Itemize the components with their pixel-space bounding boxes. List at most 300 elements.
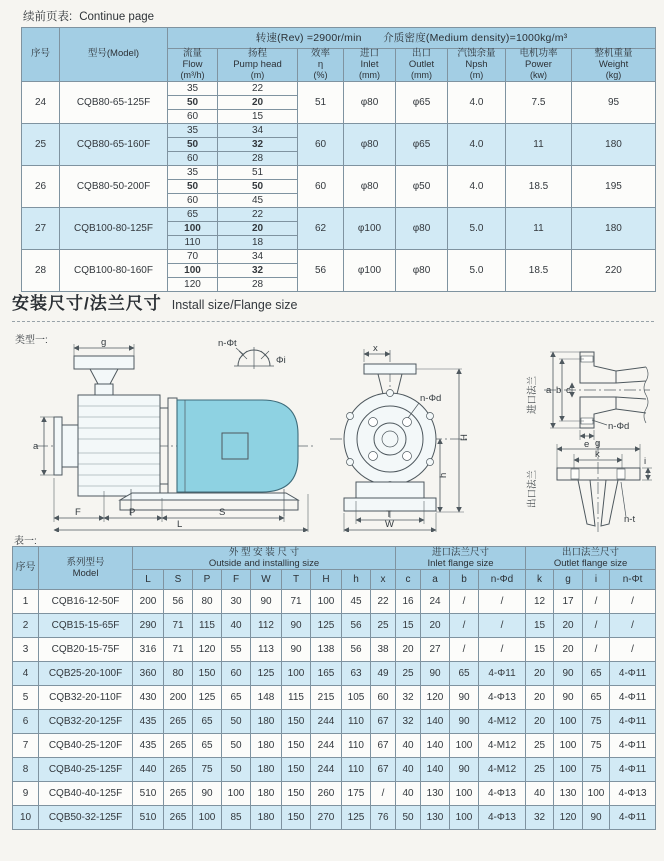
dim-cell: 49 bbox=[371, 662, 396, 686]
outlet-cell: φ80 bbox=[396, 207, 448, 249]
dim-cell: 40 bbox=[526, 782, 554, 806]
row-no: 2 bbox=[13, 614, 39, 638]
model-cell: CQB40-25-125F bbox=[39, 758, 133, 782]
dim-cell: 20 bbox=[421, 614, 450, 638]
dim-cell: 65 bbox=[583, 662, 610, 686]
t2-col-T: T bbox=[282, 570, 311, 590]
row-no: 7 bbox=[13, 734, 39, 758]
dim-cell: 40 bbox=[222, 614, 251, 638]
flow-cell: 60 bbox=[168, 151, 218, 165]
dim-fn-t-label: n-t bbox=[624, 514, 636, 525]
dim-cell: 150 bbox=[193, 662, 222, 686]
t1-col-zh: 效率 bbox=[310, 48, 330, 59]
dim-f-label: F bbox=[75, 507, 81, 518]
dim-cell: / bbox=[371, 782, 396, 806]
dim-cell: 65 bbox=[193, 710, 222, 734]
npsh-cell: 5.0 bbox=[448, 207, 506, 249]
flow-cell: 65 bbox=[168, 207, 218, 221]
dim-cell: 270 bbox=[311, 806, 342, 830]
inlet-cell: φ100 bbox=[344, 207, 396, 249]
dim-cell: 30 bbox=[222, 590, 251, 614]
row-no: 1 bbox=[13, 590, 39, 614]
dim-cell: 90 bbox=[450, 686, 479, 710]
dim-cell: 75 bbox=[193, 758, 222, 782]
head-cell: 22 bbox=[218, 207, 298, 221]
t2-col-a: a bbox=[421, 570, 450, 590]
dim-cell: 125 bbox=[251, 662, 282, 686]
dim-cell: 100 bbox=[554, 758, 583, 782]
dim-cell: 25 bbox=[371, 614, 396, 638]
dim-cell: 56 bbox=[342, 614, 371, 638]
t1-col-header bbox=[572, 49, 656, 82]
dim-cell: 25 bbox=[526, 758, 554, 782]
dim-cell: 60 bbox=[371, 686, 396, 710]
row-no: 24 bbox=[22, 81, 60, 123]
t1-col-unit: (m) bbox=[469, 70, 484, 80]
t1-col-zh: 进口 bbox=[359, 48, 379, 59]
t1-col-header bbox=[168, 49, 218, 82]
t1-col-zh: 汽蚀余量 bbox=[457, 48, 496, 59]
dim-cell: 175 bbox=[342, 782, 371, 806]
head-cell: 15 bbox=[218, 109, 298, 123]
dim-cell: 67 bbox=[371, 734, 396, 758]
dim-cell: 125 bbox=[342, 806, 371, 830]
t1-col-en: Npsh bbox=[465, 58, 488, 70]
table-row bbox=[13, 590, 656, 614]
inlet-cell: φ100 bbox=[344, 249, 396, 291]
dim-cell: 290 bbox=[133, 614, 164, 638]
weight-cell: 220 bbox=[572, 249, 656, 291]
flow-cell: 100 bbox=[168, 221, 218, 235]
model-cell: CQB50-32-125F bbox=[39, 806, 133, 830]
t2-col-W: W bbox=[251, 570, 282, 590]
dim-n-phi-t-label: n-Φt bbox=[218, 338, 237, 349]
inlet-cell: φ80 bbox=[344, 81, 396, 123]
dim-cell: 50 bbox=[222, 734, 251, 758]
dim-fn-phi-d-label: n-Φd bbox=[608, 421, 630, 432]
npsh-cell: 4.0 bbox=[448, 165, 506, 207]
install-dimension-drawing bbox=[12, 336, 652, 532]
t1-col-en: Inlet bbox=[360, 58, 379, 70]
dim-cell: 25 bbox=[526, 734, 554, 758]
dim-H-label: H bbox=[459, 434, 470, 441]
t2-col-b: b bbox=[450, 570, 479, 590]
table-row bbox=[22, 207, 656, 221]
t2-col-g: g bbox=[554, 570, 583, 590]
flow-cell: 70 bbox=[168, 249, 218, 263]
dim-cell: 40 bbox=[396, 782, 421, 806]
bolt-circle-symbol bbox=[218, 338, 286, 369]
dim-cell: 50 bbox=[222, 710, 251, 734]
dim-cell: 60 bbox=[222, 662, 251, 686]
t1-col-model: 型号(Model) bbox=[60, 28, 168, 82]
model-cell: CQB32-20-110F bbox=[39, 686, 133, 710]
dim-cell: 140 bbox=[421, 710, 450, 734]
t2-col-n-phi-t: n-Φt bbox=[610, 570, 656, 590]
dim-cell: / bbox=[479, 638, 526, 662]
continue-page-en: Continue page bbox=[79, 11, 155, 23]
dim-cell: 4-Φ13 bbox=[610, 782, 656, 806]
dim-a-label: a bbox=[33, 441, 39, 452]
t1-col-en: Weight bbox=[598, 58, 629, 70]
dim-cell: 75 bbox=[583, 758, 610, 782]
dim-cell: 20 bbox=[554, 638, 583, 662]
flow-cell: 110 bbox=[168, 235, 218, 249]
table-row bbox=[13, 614, 656, 638]
dim-cell: 71 bbox=[164, 614, 193, 638]
dim-cell: 244 bbox=[311, 710, 342, 734]
dim-cell: 120 bbox=[554, 806, 583, 830]
dim-cell: 20 bbox=[526, 662, 554, 686]
dim-cell: 90 bbox=[193, 782, 222, 806]
dim-cell: 15 bbox=[526, 614, 554, 638]
row-no: 4 bbox=[13, 662, 39, 686]
dim-cell: 100 bbox=[554, 734, 583, 758]
t1-col-en: Power bbox=[525, 58, 552, 70]
t1-col-zh: 扬程 bbox=[247, 48, 267, 59]
outlet-cell: φ65 bbox=[396, 81, 448, 123]
dim-cell: 105 bbox=[342, 686, 371, 710]
flow-cell: 50 bbox=[168, 137, 218, 151]
power-cell: 11 bbox=[506, 207, 572, 249]
inlet-cell: φ80 bbox=[344, 123, 396, 165]
t1-col-header bbox=[344, 49, 396, 82]
row-no: 6 bbox=[13, 710, 39, 734]
dim-cell: 4-Φ11 bbox=[610, 758, 656, 782]
model-cell: CQB80-65-125F bbox=[60, 81, 168, 123]
dim-phi-i-label: Φi bbox=[276, 355, 286, 366]
dim-cell: 265 bbox=[164, 782, 193, 806]
row-no: 26 bbox=[22, 165, 60, 207]
table-row bbox=[13, 662, 656, 686]
t1-col-unit: (kw) bbox=[530, 70, 547, 80]
table-row bbox=[22, 165, 656, 179]
weight-cell: 95 bbox=[572, 81, 656, 123]
power-cell: 18.5 bbox=[506, 249, 572, 291]
t2-group-inlet bbox=[396, 547, 526, 570]
dim-cell: 4-M12 bbox=[479, 710, 526, 734]
dim-fb-label: b bbox=[556, 385, 562, 396]
dim-cell: 200 bbox=[133, 590, 164, 614]
dim-cell: 140 bbox=[421, 734, 450, 758]
dim-cell: 130 bbox=[421, 806, 450, 830]
eff-cell: 62 bbox=[298, 207, 344, 249]
dim-cell: 265 bbox=[164, 806, 193, 830]
t2-col-n-phi-d: n-Φd bbox=[479, 570, 526, 590]
dim-cell: 138 bbox=[311, 638, 342, 662]
t1-col-header bbox=[298, 49, 344, 82]
continue-page-label bbox=[23, 8, 154, 24]
dim-cell: 4-M12 bbox=[479, 758, 526, 782]
dim-cell: 75 bbox=[583, 710, 610, 734]
dim-cell: 15 bbox=[526, 638, 554, 662]
dim-cell: 125 bbox=[193, 686, 222, 710]
dim-cell: 90 bbox=[421, 662, 450, 686]
dim-cell: 180 bbox=[251, 806, 282, 830]
dim-cell: 260 bbox=[311, 782, 342, 806]
table-row bbox=[13, 782, 656, 806]
dim-cell: 113 bbox=[251, 638, 282, 662]
dim-cell: 56 bbox=[342, 638, 371, 662]
dim-cell: 32 bbox=[526, 806, 554, 830]
head-cell: 18 bbox=[218, 235, 298, 249]
table-row bbox=[22, 81, 656, 95]
t1-col-zh: 电机功率 bbox=[519, 48, 558, 59]
dim-cell: 120 bbox=[193, 638, 222, 662]
row-no: 27 bbox=[22, 207, 60, 249]
model-cell: CQB100-80-125F bbox=[60, 207, 168, 249]
dim-cell: 100 bbox=[282, 662, 311, 686]
power-cell: 7.5 bbox=[506, 81, 572, 123]
dim-cell: 100 bbox=[583, 782, 610, 806]
t1-col-zh: 出口 bbox=[411, 48, 431, 59]
dim-cell: 90 bbox=[251, 590, 282, 614]
dim-cell: 90 bbox=[583, 806, 610, 830]
dim-cell: 90 bbox=[450, 710, 479, 734]
head-cell: 22 bbox=[218, 81, 298, 95]
dim-cell: 265 bbox=[164, 758, 193, 782]
dim-cell: 4-Φ11 bbox=[610, 806, 656, 830]
t2-col-k: k bbox=[526, 570, 554, 590]
table-row bbox=[13, 686, 656, 710]
dim-cell: 100 bbox=[554, 710, 583, 734]
pump-side-view bbox=[33, 337, 314, 532]
dim-cell: 32 bbox=[396, 686, 421, 710]
dim-cell: 90 bbox=[282, 614, 311, 638]
eff-cell: 51 bbox=[298, 81, 344, 123]
head-cell: 32 bbox=[218, 263, 298, 277]
dim-cell: / bbox=[583, 590, 610, 614]
dim-fk-label: k bbox=[595, 449, 600, 460]
t1-col-zh: 整机重量 bbox=[594, 48, 633, 59]
dim-cell: / bbox=[450, 590, 479, 614]
model-cell: CQB40-40-125F bbox=[39, 782, 133, 806]
outlet-cell: φ80 bbox=[396, 249, 448, 291]
t1-col-header bbox=[506, 49, 572, 82]
head-cell: 20 bbox=[218, 95, 298, 109]
npsh-cell: 4.0 bbox=[448, 123, 506, 165]
t1-col-unit: (m) bbox=[250, 70, 265, 80]
dim-cell: / bbox=[450, 638, 479, 662]
flow-cell: 35 bbox=[168, 165, 218, 179]
outlet-cell: φ50 bbox=[396, 165, 448, 207]
section-heading bbox=[12, 289, 654, 322]
dim-cell: / bbox=[610, 638, 656, 662]
dim-cell: 12 bbox=[526, 590, 554, 614]
dim-cell: / bbox=[583, 614, 610, 638]
dim-cell: 180 bbox=[251, 782, 282, 806]
dim-cell: 265 bbox=[164, 734, 193, 758]
dim-cell: 65 bbox=[222, 686, 251, 710]
table-row bbox=[13, 638, 656, 662]
dim-cell: 65 bbox=[193, 734, 222, 758]
flow-cell: 60 bbox=[168, 193, 218, 207]
t2-col-no: 序号 bbox=[13, 547, 39, 590]
model-cell: CQB80-65-160F bbox=[60, 123, 168, 165]
dim-cell: 244 bbox=[311, 758, 342, 782]
dim-cell: 67 bbox=[371, 710, 396, 734]
dim-cell: 115 bbox=[282, 686, 311, 710]
flow-cell: 60 bbox=[168, 109, 218, 123]
dim-cell: 100 bbox=[193, 806, 222, 830]
t2-model-en: Model bbox=[72, 568, 99, 579]
dim-cell: 16 bbox=[396, 590, 421, 614]
dim-cell: 125 bbox=[311, 614, 342, 638]
dim-cell: 50 bbox=[396, 806, 421, 830]
dim-cell: 4-Φ11 bbox=[610, 662, 656, 686]
t2-col-P: P bbox=[193, 570, 222, 590]
table-row bbox=[13, 806, 656, 830]
dim-fi-label: i bbox=[644, 456, 647, 467]
dim-cell: 90 bbox=[282, 638, 311, 662]
eff-cell: 60 bbox=[298, 123, 344, 165]
dim-cell: 20 bbox=[396, 638, 421, 662]
t2-group-outlet bbox=[526, 547, 656, 570]
head-cell: 28 bbox=[218, 151, 298, 165]
dim-W-label: W bbox=[385, 519, 394, 530]
dim-cell: 180 bbox=[251, 710, 282, 734]
dim-cell: 45 bbox=[342, 590, 371, 614]
dim-cell: / bbox=[450, 614, 479, 638]
dim-cell: 55 bbox=[222, 638, 251, 662]
flow-cell: 35 bbox=[168, 81, 218, 95]
dim-cell: 215 bbox=[311, 686, 342, 710]
dim-cell: 4-Φ13 bbox=[479, 782, 526, 806]
dim-cell: 40 bbox=[396, 758, 421, 782]
dim-cell: 150 bbox=[282, 710, 311, 734]
table-one-label: 表一: bbox=[14, 536, 37, 547]
eff-cell: 60 bbox=[298, 165, 344, 207]
weight-cell: 180 bbox=[572, 207, 656, 249]
dim-cell: / bbox=[583, 638, 610, 662]
head-cell: 45 bbox=[218, 193, 298, 207]
t2-col-model bbox=[39, 547, 133, 590]
dim-cell: 130 bbox=[421, 782, 450, 806]
t2-col-x: x bbox=[371, 570, 396, 590]
t1-col-header bbox=[448, 49, 506, 82]
table-row bbox=[13, 758, 656, 782]
row-no: 3 bbox=[13, 638, 39, 662]
dim-cell: 4-Φ13 bbox=[479, 806, 526, 830]
dim-cell: 22 bbox=[371, 590, 396, 614]
dim-cell: 25 bbox=[396, 662, 421, 686]
dim-cell: 4-Φ11 bbox=[610, 686, 656, 710]
dim-cell: 110 bbox=[342, 758, 371, 782]
outlet-flange-section bbox=[526, 438, 652, 532]
dim-cell: 56 bbox=[164, 590, 193, 614]
dim-cell: 200 bbox=[164, 686, 193, 710]
head-cell: 34 bbox=[218, 249, 298, 263]
flow-cell: 35 bbox=[168, 123, 218, 137]
dim-p-label: P bbox=[129, 507, 136, 518]
dim-cell: / bbox=[610, 614, 656, 638]
dim-cell: 150 bbox=[282, 782, 311, 806]
dim-cell: 150 bbox=[282, 806, 311, 830]
dim-cell: 435 bbox=[133, 734, 164, 758]
model-cell: CQB32-20-125F bbox=[39, 710, 133, 734]
dim-cell: 360 bbox=[133, 662, 164, 686]
dim-cell: 110 bbox=[342, 734, 371, 758]
dim-cell: 100 bbox=[222, 782, 251, 806]
model-cell: CQB25-20-100F bbox=[39, 662, 133, 686]
model-cell: CQB100-80-160F bbox=[60, 249, 168, 291]
model-cell: CQB40-25-120F bbox=[39, 734, 133, 758]
inlet-cell: φ80 bbox=[344, 165, 396, 207]
dim-cell: 4-Φ13 bbox=[479, 686, 526, 710]
dim-g-label: g bbox=[101, 337, 107, 348]
inlet-flange-label: 进口法兰 bbox=[527, 375, 538, 414]
dim-cell: 440 bbox=[133, 758, 164, 782]
dim-cell: 100 bbox=[450, 782, 479, 806]
t1-col-header bbox=[218, 49, 298, 82]
dim-cell: 316 bbox=[133, 638, 164, 662]
dim-cell: 40 bbox=[396, 734, 421, 758]
dim-cell: 120 bbox=[421, 686, 450, 710]
dim-cell: 265 bbox=[164, 710, 193, 734]
head-cell: 32 bbox=[218, 137, 298, 151]
dim-T-label: T bbox=[386, 509, 392, 520]
dim-cell: 71 bbox=[164, 638, 193, 662]
dim-n-phi-d-label: n-Φd bbox=[420, 393, 442, 404]
t2-inlet-en: Inlet flange size bbox=[427, 558, 494, 569]
dim-cell: 148 bbox=[251, 686, 282, 710]
head-cell: 51 bbox=[218, 165, 298, 179]
dim-cell: 244 bbox=[311, 734, 342, 758]
t1-col-en: Flow bbox=[182, 58, 203, 70]
table-row bbox=[22, 123, 656, 137]
t1-col-no: 序号 bbox=[22, 28, 60, 82]
dim-cell: 100 bbox=[311, 590, 342, 614]
weight-cell: 195 bbox=[572, 165, 656, 207]
head-cell: 28 bbox=[218, 277, 298, 291]
t2-outside-en: Outside and installing size bbox=[208, 558, 320, 569]
t1-col-unit: (mm) bbox=[359, 70, 380, 80]
dim-cell: 100 bbox=[450, 806, 479, 830]
t2-group-outside bbox=[133, 547, 396, 570]
dim-x-label: x bbox=[373, 343, 378, 354]
model-cell: CQB20-15-75F bbox=[39, 638, 133, 662]
dimension-table bbox=[12, 546, 656, 830]
row-no: 10 bbox=[13, 806, 39, 830]
t1-col-unit: (%) bbox=[313, 70, 328, 80]
dim-cell: 130 bbox=[554, 782, 583, 806]
dim-cell: 4-Φ11 bbox=[610, 734, 656, 758]
dim-cell: 17 bbox=[554, 590, 583, 614]
dim-fg-label: g bbox=[595, 438, 601, 449]
dim-cell: 50 bbox=[222, 758, 251, 782]
dim-cell: 90 bbox=[554, 686, 583, 710]
npsh-cell: 4.0 bbox=[448, 81, 506, 123]
t2-group-header-row bbox=[13, 547, 656, 570]
row-no: 28 bbox=[22, 249, 60, 291]
t2-col-L: L bbox=[133, 570, 164, 590]
dim-cell: 4-Φ11 bbox=[610, 710, 656, 734]
dim-cell: 110 bbox=[342, 710, 371, 734]
dim-cell: 76 bbox=[371, 806, 396, 830]
power-cell: 18.5 bbox=[506, 165, 572, 207]
npsh-cell: 5.0 bbox=[448, 249, 506, 291]
dim-cell: 67 bbox=[371, 758, 396, 782]
dim-cell: 180 bbox=[251, 758, 282, 782]
dim-cell: 71 bbox=[282, 590, 311, 614]
t2-col-H: H bbox=[311, 570, 342, 590]
table-row bbox=[13, 734, 656, 758]
pump-front-view bbox=[330, 343, 470, 532]
dim-cell: 100 bbox=[450, 734, 479, 758]
weight-cell: 180 bbox=[572, 123, 656, 165]
continue-page-zh: 续前页表: bbox=[23, 11, 73, 23]
dim-cell: 20 bbox=[526, 686, 554, 710]
